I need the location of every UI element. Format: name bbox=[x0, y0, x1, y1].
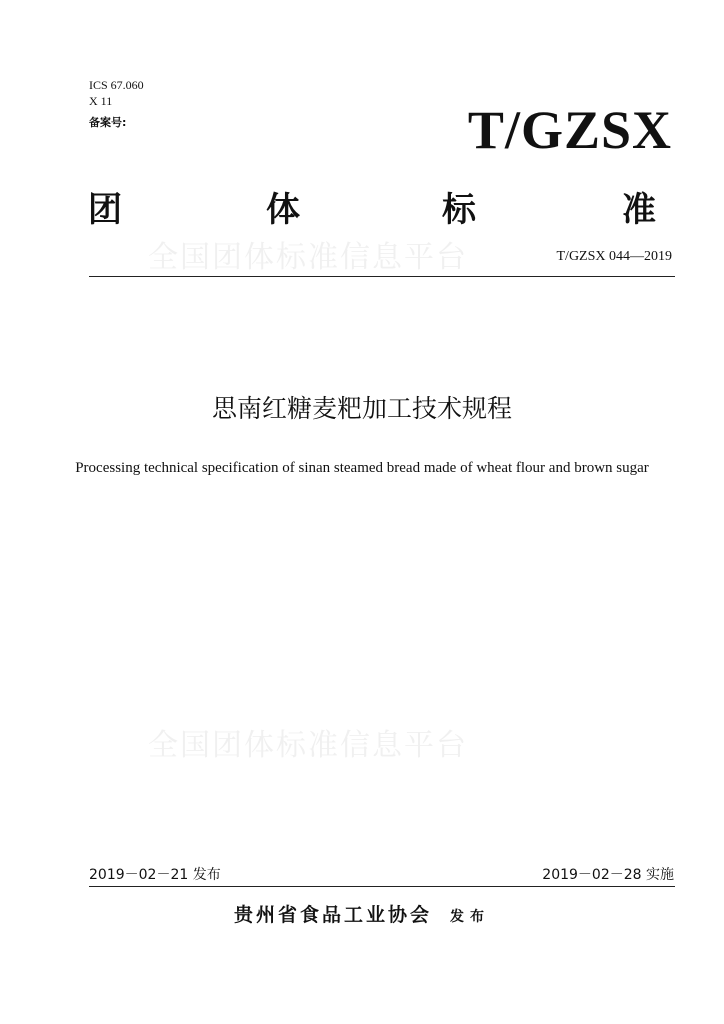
classification-code: X 11 bbox=[89, 94, 113, 108]
issuer-line bbox=[0, 902, 724, 930]
standard-type-char: 准 bbox=[622, 190, 656, 230]
issuer-action: 发布 bbox=[450, 909, 490, 925]
watermark: 全国团体标准信息平台 bbox=[148, 728, 468, 763]
footer-divider bbox=[89, 886, 675, 887]
publish-date: 2019－02－21 发布 bbox=[89, 867, 221, 883]
standard-type-char: 体 bbox=[266, 190, 300, 230]
header-divider bbox=[89, 276, 675, 277]
watermark: 全国团体标准信息平台 bbox=[148, 240, 468, 275]
standard-type-char: 标 bbox=[442, 190, 476, 230]
standard-type-char: 团 bbox=[88, 190, 122, 230]
document-number: T/GZSX 044—2019 bbox=[556, 249, 672, 264]
record-number-label: 备案号: bbox=[89, 116, 127, 129]
chinese-title: 思南红糖麦粑加工技术规程 bbox=[211, 394, 512, 423]
ics-code: ICS 67.060 bbox=[89, 78, 144, 92]
english-title: Processing technical specification of sinan steamed bread made of wheat flour and brown sugar bbox=[75, 460, 649, 476]
standard-code-heading: T/GZSX bbox=[467, 100, 672, 160]
implement-date: 2019－02－28 实施 bbox=[542, 867, 674, 883]
issuer-organization: 贵州省食品工业协会 bbox=[233, 904, 432, 926]
